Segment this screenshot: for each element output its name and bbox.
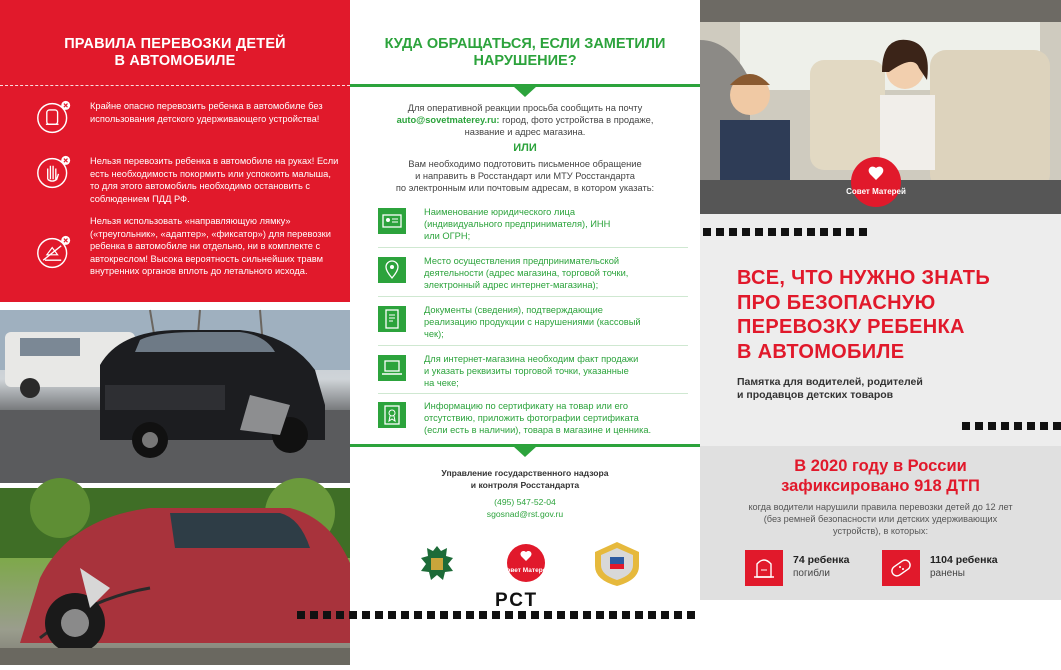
badge-text: Совет Матерей — [846, 187, 906, 196]
separator — [378, 247, 688, 248]
memorial-icon — [745, 550, 783, 586]
id-card-icon — [378, 208, 406, 234]
location-pin-icon — [378, 257, 406, 283]
logo-text: Совет Матерей — [501, 567, 551, 574]
rules-box — [0, 0, 350, 302]
wrecked-red-car-photo — [0, 488, 350, 665]
contact-phone[interactable]: (495) 547-52-04 — [494, 497, 556, 507]
child-seat-prohibited-icon — [36, 100, 72, 136]
list-item-text: Информацию по сертификату на товар или его отсутствию, приложить фотографии сертификата (если есть в наличии), товара в магазине и ценника. — [424, 401, 652, 435]
bandage-icon — [882, 550, 920, 586]
chevron-down-icon — [513, 446, 537, 457]
certificate-icon — [378, 402, 406, 428]
rule-text: Нельзя использовать «направляющую лямку» («треугольник», «адаптер», «фиксатор») для перевозки ребенка в автомобиле ни отдельно, ни в комплекте с автокреслом! Высока вероятность сильнейших травм внутренних органов вплоть до летального исхода. — [90, 216, 331, 277]
written-request-text: Вам необходимо подготовить письменное обращение и направить в Росстандарт или МТУ Росстандарта по электронным или почтовым адресам, в котором указать: — [395, 159, 655, 193]
statistics-box — [700, 446, 1061, 600]
chevron-down-icon — [513, 86, 537, 97]
stat-label: ранены — [930, 568, 965, 579]
separator — [378, 393, 688, 394]
list-item-text: Место осуществления предпринимательской деятельности (адрес магазина, торговой точки, электронный адрес интернет-магазина); — [424, 256, 629, 290]
hand-stop-icon — [36, 155, 72, 191]
stat-number: 74 ребенка — [793, 554, 850, 566]
stat-injured — [882, 548, 1022, 586]
traffic-police-emblem-logo — [590, 540, 644, 588]
sovet-materey-logo — [501, 543, 551, 583]
contact-email[interactable]: sgosnad@rst.gov.ru — [486, 509, 564, 519]
rule-text: Крайне опасно перевозить ребенка в автомобиле без использования детского удерживающего устройства! — [90, 101, 323, 124]
rule-item — [30, 155, 340, 215]
sovet-materey-badge-logo — [846, 156, 906, 208]
brochure-title: ВСЕ, ЧТО НУЖНО ЗНАТЬ ПРО БЕЗОПАСНУЮ ПЕРЕВОЗКУ РЕБЕНКА В АВТОМОБИЛЕ — [737, 267, 990, 363]
stat-killed — [745, 548, 875, 586]
rosstandart-department: Управление государственного надзора и контроля Росстандарта — [441, 468, 609, 490]
intro-line3: название и адрес магазина. — [464, 127, 586, 137]
statistics-header: В 2020 году в России зафиксировано 918 ДТП — [781, 457, 980, 495]
strap-adapter-prohibited-icon — [36, 235, 72, 271]
or-label: ИЛИ — [513, 142, 537, 154]
list-item-text: Документы (сведения), подтверждающие реализацию продукции с нарушениями (кассовый чек); — [424, 305, 641, 339]
middle-panel — [350, 0, 700, 665]
left-panel — [0, 0, 350, 665]
report-email[interactable]: auto@sovetmaterey.ru: — [396, 115, 500, 125]
crashed-car-photo — [0, 310, 350, 483]
stat-label: погибли — [793, 568, 830, 579]
where-to-report-title: КУДА ОБРАЩАТЬСЯ, ЕСЛИ ЗАМЕТИЛИ НАРУШЕНИЕ? — [384, 36, 666, 69]
intro-line2: город, фото устройства в продаже, — [499, 115, 654, 125]
stat-number: 1104 ребенка — [930, 554, 998, 566]
right-panel — [700, 0, 1061, 665]
mother-and-child-in-car-photo — [700, 0, 1061, 214]
rule-item — [30, 100, 340, 160]
russian-coat-of-arms-logo — [412, 540, 462, 588]
rst-logo: РСТ — [495, 590, 539, 611]
intro-paragraph — [368, 102, 682, 138]
dashed-decoration — [297, 611, 757, 619]
intro-line1: Для оперативной реакции просьба сообщить на почту — [407, 103, 643, 113]
laptop-icon — [378, 355, 406, 381]
list-item-text: Для интернет-магазина необходим факт продажи и указать реквизиты торговой точки, указанные на чеке; — [424, 354, 639, 388]
rule-item — [30, 215, 340, 275]
separator — [378, 296, 688, 297]
receipt-icon — [378, 306, 406, 332]
list-item-text: Наименование юридического лица (индивидуального предпринимателя), ИНН или ОГРН; — [424, 207, 611, 241]
rules-title: ПРАВИЛА ПЕРЕВОЗКИ ДЕТЕЙ В АВТОМОБИЛЕ — [64, 36, 286, 69]
separator — [378, 345, 688, 346]
rule-text: Нельзя перевозить ребенка в автомобиле на руках! Если есть необходимость покормить или успокоить малыша, то для этого автомобиль необходимо остановить с соблюдением ПДД РФ. — [90, 156, 339, 204]
brochure-subtitle: Памятка для водителей, родителей и продавцов детских товаров — [737, 376, 923, 401]
dashed-divider — [0, 85, 350, 86]
dashed-decoration — [962, 422, 1061, 430]
dashed-decoration — [703, 228, 868, 236]
statistics-description: когда водители нарушили правила перевозки детей до 12 лет (без ремней безопасности или детских удерживающих устройств), в которых: — [748, 502, 1013, 536]
